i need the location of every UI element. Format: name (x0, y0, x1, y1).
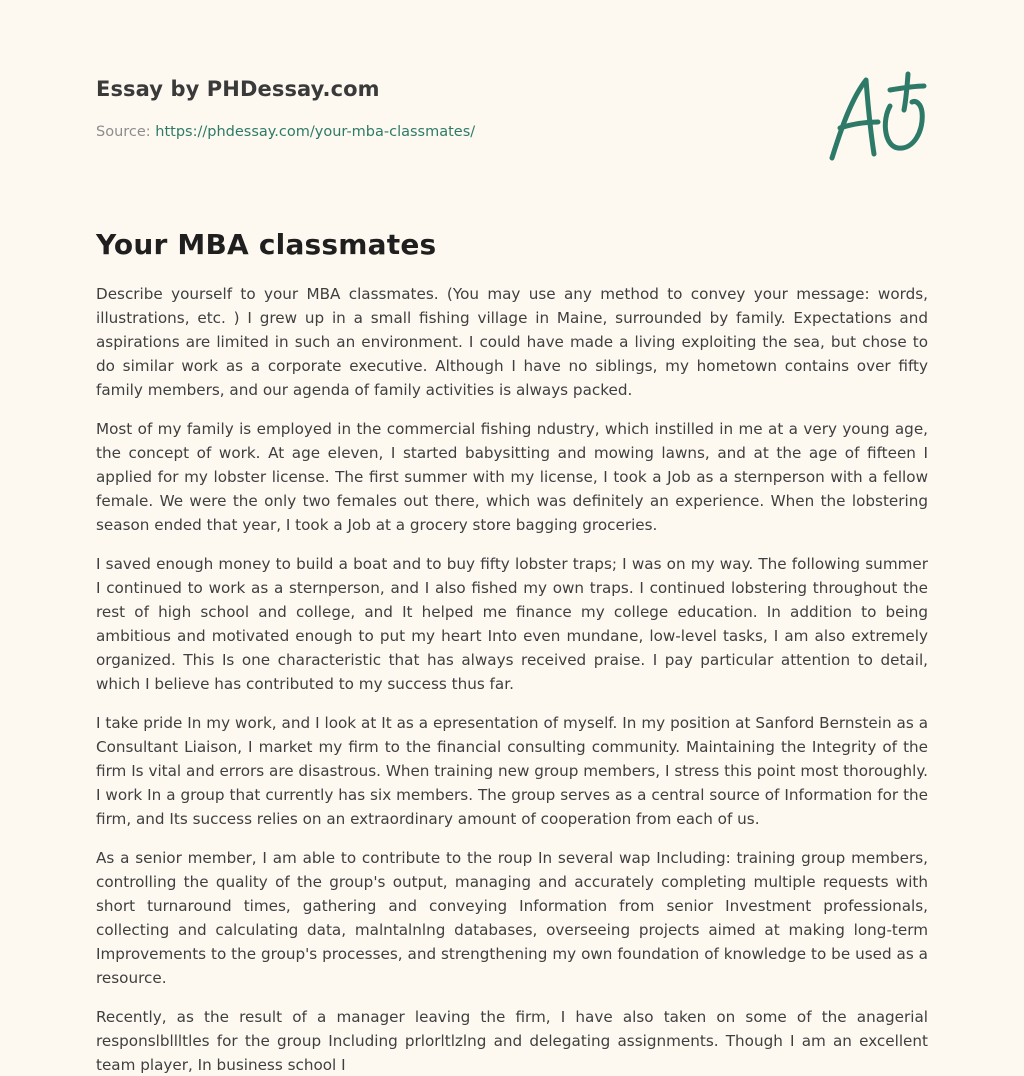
essay-body (96, 282, 928, 1076)
essay-paragraph: Recently, as the result of a manager leaving the firm, I have also taken on some of the anagerial responslbllltles for the group Including prlorltlzlng and delegating assignments. Though I am an excellent team player, In business school I (96, 1008, 928, 1074)
source-link[interactable]: https://phdessay.com/your-mba-classmates/ (155, 124, 476, 140)
site-title: Essay by PHDessay.com (96, 77, 380, 101)
essay-paragraph: Most of my family is employed in the commercial fishing ndustry, which instilled in me at a very young age, the concept of work. At age eleven, I started babysitting and mowing lawns, and at the age of fifteen I applied for my lobster license. The first summer with my license, I took a Job as a sternperson with a fellow female. We were the only two females out there, which was definitely an experience. When the lobstering season ended that year, I took a Job at a grocery store bagging groceries. (96, 420, 928, 534)
a-plus-grade-icon (824, 66, 928, 166)
source-label: Source: (96, 124, 156, 140)
essay-paragraph: I take pride In my work, and I look at It as a epresentation of myself. In my position at Sanford Bernstein as a Consultant Liaison, I market my firm to the financial consulting community. Maintaining the Integrity of the firm Is vital and errors are disastrous. When training new group members, I stress this point most thoroughly. I work In a group that currently has six members. The group serves as a central source of Information for the firm, and Its success relies on an extraordinary amount of cooperation from each of us. (96, 714, 928, 828)
source-line (96, 124, 475, 140)
page-header (96, 0, 928, 170)
essay-paragraph: Describe yourself to your MBA classmates. (You may use any method to convey your message: words, illustrations, etc. ) I grew up in a small fishing village in Maine, surrounded by family. Expectations and aspirations are limited in such an environment. I could have made a living exploiting the sea, but chose to do similar work as a corporate executive. Although I have no siblings, my hometown contains over fifty family members, and our agenda of family activities is always packed. (96, 285, 928, 399)
essay-paragraph: I saved enough money to build a boat and to buy fifty lobster traps; I was on my way. The following summer I continued to work as a sternperson, and I also fished my own traps. I continued lobstering throughout the rest of high school and college, and It helped me finance my college education. In addition to being ambitious and motivated enough to put my heart Into even mundane, low-level tasks, I am also extremely organized. This Is one characteristic that has always received praise. I pay particular attention to detail, which I believe has contributed to my success thus far. (96, 555, 928, 693)
essay-title: Your MBA classmates (96, 228, 437, 261)
essay-paragraph: As a senior member, I am able to contribute to the roup In several wap Including: training group members, controlling the quality of the group's output, managing and accurately completing multiple requests with short turnaround times, gathering and conveying Information from senior Investment professionals, collecting and calculating data, malntalnlng databases, overseeing projects aimed at making long-term Improvements to the group's processes, and strengthening my own foundation of knowledge to be used as a resource. (96, 849, 928, 987)
